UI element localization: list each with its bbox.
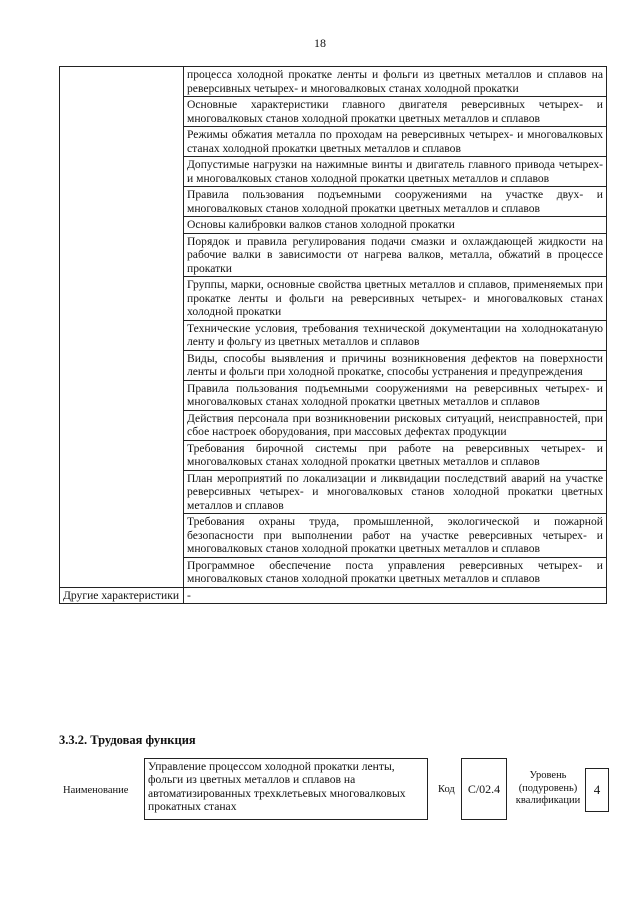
table-row: [60, 587, 607, 604]
knowledge-item: Режимы обжатия металла по проходам на реверсивных четырех- и многовалковых станах холодной прокатки цветных металлов и сплавов: [184, 127, 607, 157]
knowledge-item: Правила пользования подъемными сооружениями на участке двух- и многовалковых станов холодной прокатки цветных металлов и сплавов: [184, 187, 607, 217]
code-label: Код: [438, 784, 455, 795]
knowledge-item: План мероприятий по локализации и ликвидации последствий аварий на участке реверсивных четырех- и многовалковых станов холодной прокатки цветных металлов и сплавов: [184, 470, 607, 514]
knowledge-item: Требования бирочной системы при работе на реверсивных четырех- и многовалковых станах холодной прокатки цветных металлов и сплавов: [184, 440, 607, 470]
code-box: C/02.4: [461, 758, 507, 820]
knowledge-item: Технические условия, требования технической документации на холоднокатаную ленту и фольгу из цветных металлов и сплавов: [184, 320, 607, 350]
knowledge-item: Действия персонала при возникновении рисковых ситуаций, неисправностей, при сбое настроек оборудования, при массовых дефектах продукции: [184, 410, 607, 440]
function-name-box: Управление процессом холодной прокатки ленты, фольги из цветных металлов и сплавов на автоматизированных трехклетьевых многовалковых прокатных станах: [144, 758, 428, 820]
section-title: 3.3.2. Трудовая функция: [59, 733, 196, 747]
requirements-table: [59, 66, 607, 604]
other-characteristics-label: Другие характеристики: [60, 587, 184, 604]
knowledge-item: Программное обеспечение поста управления реверсивных четырех- и многовалковых станов холодной прокатки цветных металлов и сплавов: [184, 557, 607, 587]
knowledge-item: Группы, марки, основные свойства цветных металлов и сплавов, применяемых при прокатке ленты и фольги на реверсивных четырех- и многовалковых станах холодной прокатки: [184, 277, 607, 321]
page-number: 18: [314, 36, 326, 50]
knowledge-item: Виды, способы выявления и причины возникновения дефектов на поверхности ленты и фольги при холодной прокатке, способы устранения и предупреждения: [184, 350, 607, 380]
name-label: Наименование: [63, 785, 129, 796]
knowledge-item: Основные характеристики главного двигателя реверсивных четырех- и многовалковых станов холодной прокатки цветных металлов и сплавов: [184, 97, 607, 127]
level-box: 4: [585, 768, 609, 812]
knowledge-item: Порядок и правила регулирования подачи смазки и охлаждающей жидкости на рабочие валки в зависимости от нагрева валков, металла, обжатий в процессе прокатки: [184, 233, 607, 277]
knowledge-item: Основы калибровки валков станов холодной прокатки: [184, 217, 607, 234]
knowledge-item: процесса холодной прокатке ленты и фольги из цветных металлов и сплавов на реверсивных четырех- и многовалковых станах холодной прокатки: [184, 67, 607, 97]
level-label: Уровень (подуровень) квалификации: [515, 770, 581, 806]
knowledge-item: Допустимые нагрузки на нажимные винты и двигатель главного привода четырех- и многовалковых станов холодной прокатки цветных металлов и сплавов: [184, 157, 607, 187]
knowledge-item: Требования охраны труда, промышленной, экологической и пожарной безопасности при выполнении работ на участке реверсивных четырех- и многовалковых станов холодной прокатки цветных металлов и сплавов: [184, 514, 607, 558]
table-row: [60, 67, 607, 97]
other-characteristics-value: -: [184, 587, 607, 604]
left-blank-cell: [60, 67, 184, 588]
knowledge-item: Правила пользования подъемными сооружениями на реверсивных четырех- и многовалковых станах холодной прокатки цветных металлов и сплавов: [184, 380, 607, 410]
